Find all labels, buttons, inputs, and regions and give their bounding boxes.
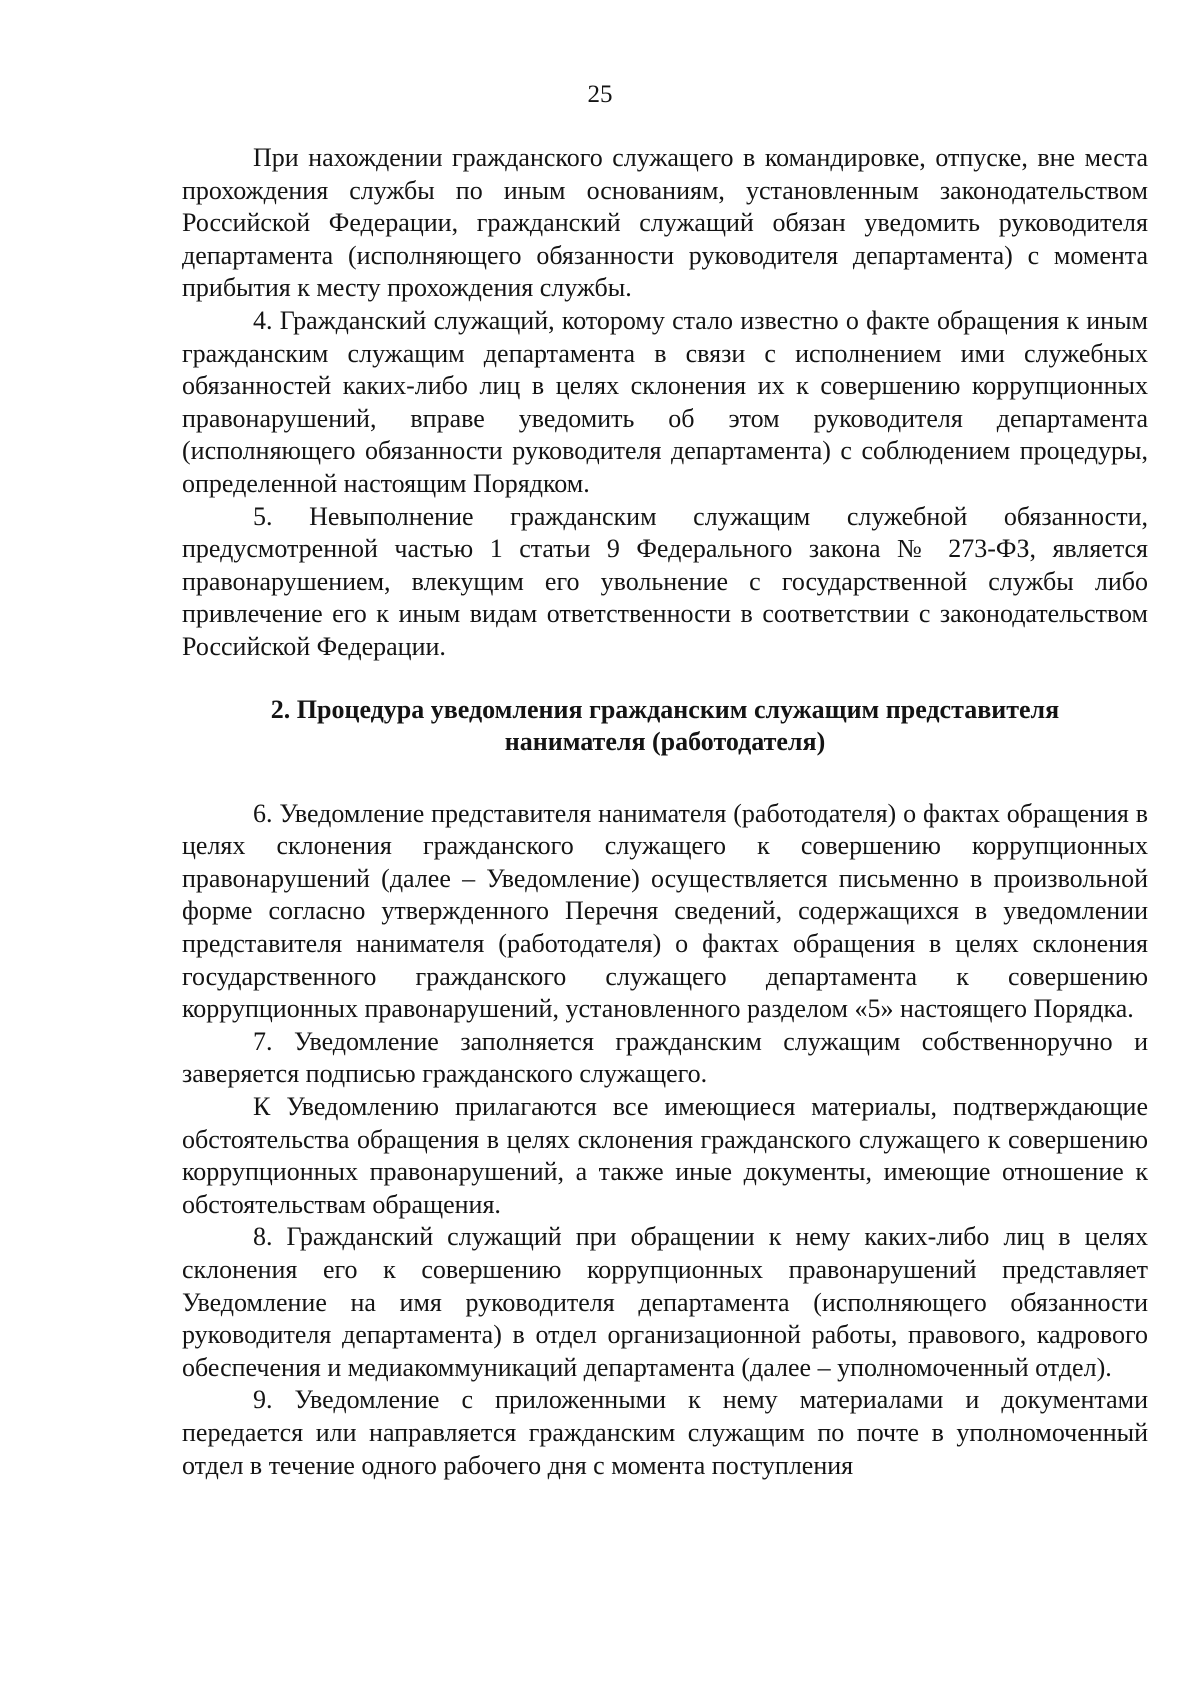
- section-2-heading-line-1: 2. Процедура уведомления гражданским служащим представителя: [270, 694, 1060, 724]
- paragraph-7-attachments: К Уведомлению прилагаются все имеющиеся материалы, подтверждающие обстоятельства обращения в целях склонения гражданского служащего к совершению коррупционных правонарушений, а также иные документы, имеющие отношение к обстоятельствам обращения.: [182, 1092, 1148, 1219]
- document-body: [182, 142, 1148, 1482]
- paragraph-4: 4. Гражданский служащий, которому стало известно о факте обращения к иным гражданским служащим департамента в связи с исполнением ими служебных обязанностей каких-либо лиц в целях склонения их к совершению коррупционных правонарушений, вправе уведомить об этом руководителя департамента (исполняющего обязанности руководителя департамента) с соблюдением процедуры, определенной настоящим Порядком.: [182, 305, 1148, 498]
- page-number: 25: [587, 81, 613, 108]
- paragraph-3-continuation: При нахождении гражданского служащего в командировке, отпуске, вне места прохождения службы по иным основаниям, установленным законодательством Российской Федерации, гражданский служащий обязан уведомить руководителя департамента (исполняющего обязанности руководителя департамента) с момента прибытия к месту прохождения службы.: [182, 143, 1148, 303]
- paragraph-7: 7. Уведомление заполняется гражданским служащим собственноручно и заверяется подписью гражданского служащего.: [182, 1026, 1148, 1089]
- paragraph-9: 9. Уведомление с приложенными к нему материалами и документами передается или направляется гражданским служащим по почте в уполномоченный отдел в течение одного рабочего дня с момента поступления: [182, 1385, 1148, 1480]
- paragraph-8: 8. Гражданский служащий при обращении к нему каких-либо лиц в целях склонения его к совершению коррупционных правонарушений представляет Уведомление на имя руководителя департамента (исполняющего обязанности руководителя департамента) в отдел организационной работы, правового, кадрового обеспечения и медиакоммуникаций департамента (далее – уполномоченный отдел).: [182, 1222, 1148, 1382]
- section-2-heading: [182, 694, 1148, 759]
- paragraph-5: 5. Невыполнение гражданским служащим служебной обязанности, предусмотренной частью 1 статьи 9 Федерального закона № 273-ФЗ, является правонарушением, влекущим его увольнение с государственной службы либо привлечение его к иным видам ответственности в соответствии с законодательством Российской Федерации.: [182, 501, 1148, 661]
- paragraph-6: 6. Уведомление представителя нанимателя (работодателя) о фактах обращения в целях склонения гражданского служащего к совершению коррупционных правонарушений (далее – Уведомление) осуществляется письменно в произвольной форме согласно утвержденного Перечня сведений, содержащихся в уведомлении представителя нанимателя (работодателя) о фактах обращения в целях склонения государственного гражданского служащего департамента к совершению коррупционных правонарушений, установленного разделом «5» настоящего Порядка.: [182, 798, 1148, 1024]
- section-2-heading-line-2: нанимателя (работодателя): [504, 727, 826, 757]
